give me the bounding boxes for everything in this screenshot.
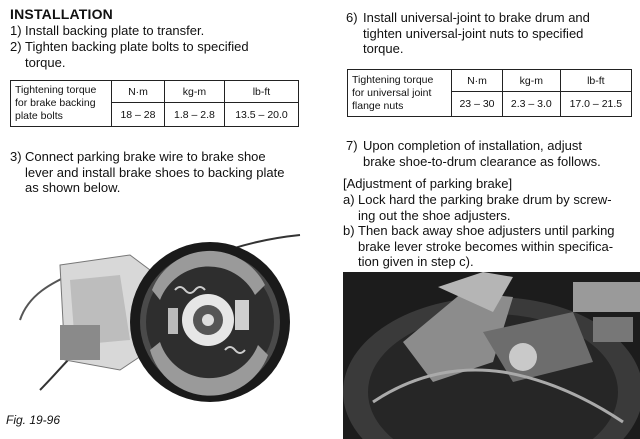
step-number: 6) [346, 10, 358, 25]
step-number: 7) [346, 138, 358, 153]
unit-lbft: lb-ft [224, 81, 298, 103]
step-text: Install universal-joint to brake drum and [363, 10, 590, 25]
sub-step-text: Lock hard the parking brake drum by screw- [358, 192, 612, 207]
torque-table-universal-joint [347, 69, 632, 117]
value-kgm: 1.8 – 2.8 [164, 103, 224, 127]
step-text: torque. [363, 41, 404, 56]
photo-brake-drum-adjustment [343, 272, 640, 439]
value-kgm: 2.3 – 3.0 [502, 92, 560, 117]
value-nm: 18 – 28 [112, 103, 165, 127]
step-text: as shown below. [25, 180, 121, 195]
sub-step-a [343, 192, 634, 223]
sub-step-letter: b) [343, 223, 355, 238]
step-7 [346, 138, 634, 169]
step-number: 1) [10, 23, 22, 38]
torque-table-label: Tightening torque for brake backing plate bolts [11, 81, 112, 127]
sub-step-letter: a) [343, 192, 355, 207]
step-text: Connect parking brake wire to brake shoe [25, 149, 266, 164]
torque-table-label: Tightening torque for universal joint flange nuts [348, 70, 452, 117]
step-text: Tighten backing plate bolts to specified [25, 39, 249, 54]
section-heading: INSTALLATION [10, 6, 113, 22]
step-number: 3) [10, 149, 22, 164]
step-2 [10, 39, 300, 70]
value-lbft: 13.5 – 20.0 [224, 103, 298, 127]
step-3 [10, 149, 300, 196]
torque-table-backing-plate [10, 80, 299, 127]
unit-nm: N·m [452, 70, 503, 92]
subsection-heading: [Adjustment of parking brake] [343, 176, 513, 191]
step-text: lever and install brake shoes to backing plate [25, 164, 285, 180]
value-nm: 23 – 30 [452, 92, 503, 117]
value-lbft: 17.0 – 21.5 [560, 92, 631, 117]
sub-step-b [343, 223, 634, 270]
step-text: torque. [25, 54, 66, 70]
unit-kgm: kg-m [164, 81, 224, 103]
unit-nm: N·m [112, 81, 165, 103]
sub-step-text: brake lever stroke becomes within specifica- [358, 238, 614, 254]
unit-kgm: kg-m [502, 70, 560, 92]
step-text: Install backing plate to transfer. [25, 23, 205, 38]
step-number: 2) [10, 39, 22, 54]
sub-step-text: Then back away shoe adjusters until parking [358, 223, 615, 238]
unit-lbft: lb-ft [560, 70, 631, 92]
figure-caption: Fig. 19-96 [6, 413, 61, 427]
step-text: brake shoe-to-drum clearance as follows. [363, 153, 601, 169]
step-text: tighten universal-joint nuts to specified [363, 25, 584, 41]
step-1 [10, 23, 300, 39]
step-text: Upon completion of installation, adjust [363, 138, 582, 153]
photo-brake-backing-plate [0, 230, 340, 410]
sub-step-text: ing out the shoe adjusters. [358, 207, 511, 223]
sub-step-text: tion given in step c). [358, 254, 474, 269]
step-6 [346, 10, 634, 57]
